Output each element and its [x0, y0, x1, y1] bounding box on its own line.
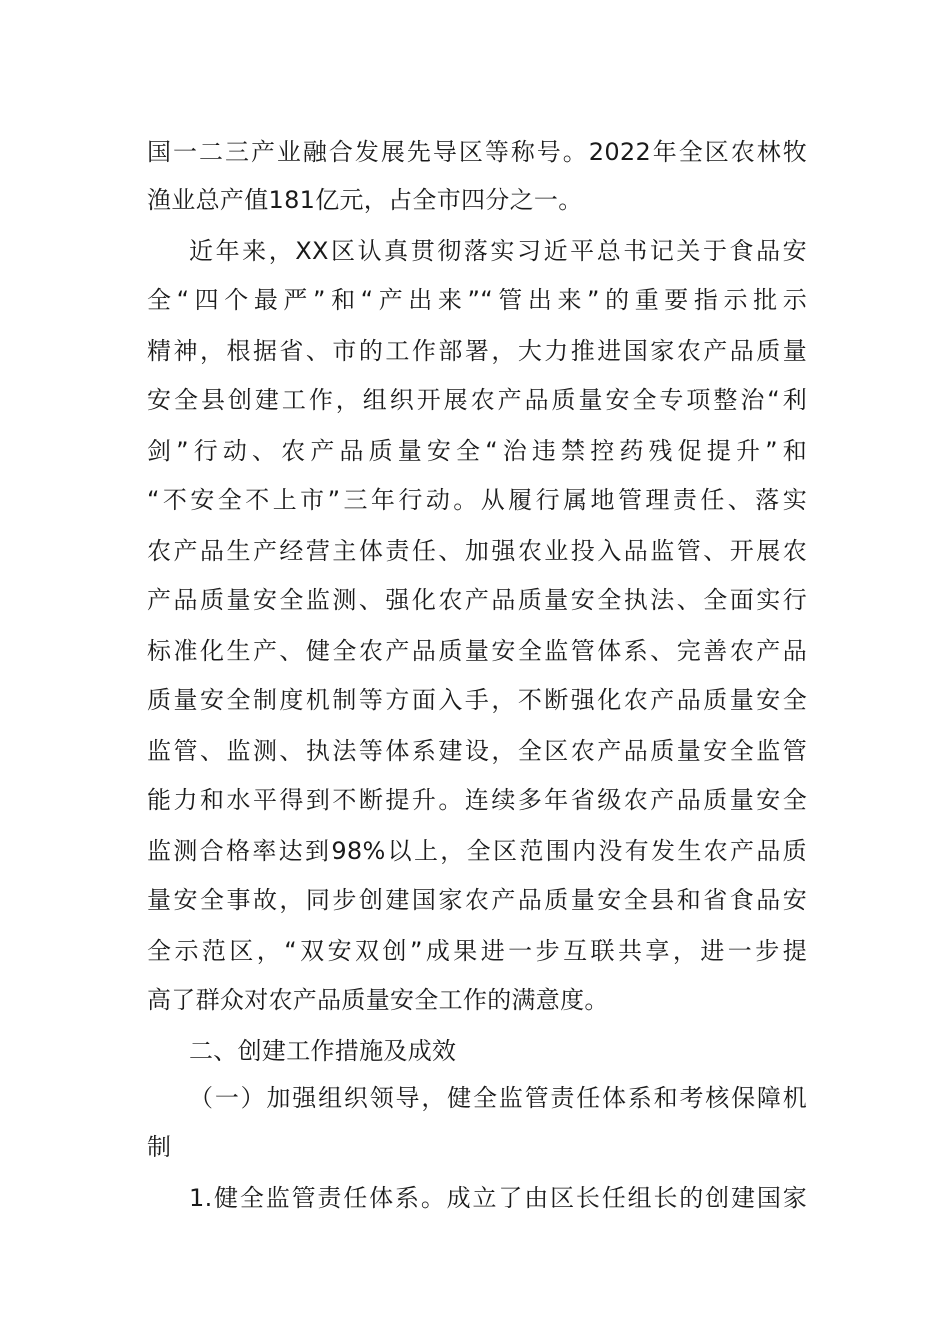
paragraph-line: 监测合格率达到98%以上，全区范围内没有发生农产品质: [147, 837, 807, 865]
paragraph-line: 剑”行动、农产品质量安全“治违禁控药残促提升”和: [147, 437, 807, 465]
paragraph-line: 1.健全监管责任体系。成立了由区长任组长的创建国家: [189, 1184, 807, 1212]
paragraph-line: 安全县创建工作，组织开展农产品质量安全专项整治“利: [147, 386, 807, 414]
paragraph-line: 精神，根据省、市的工作部署，大力推进国家农产品质量: [147, 337, 807, 365]
paragraph-line: 全示范区，“双安双创”成果进一步互联共享，进一步提: [147, 937, 807, 965]
paragraph-line: 产品质量安全监测、强化农产品质量安全执法、全面实行: [147, 586, 807, 614]
paragraph-line: 国一二三产业融合发展先导区等称号。2022年全区农林牧: [147, 138, 807, 166]
paragraph-line: 量安全事故，同步创建国家农产品质量安全县和省食品安: [147, 886, 807, 914]
paragraph-line: 近年来，XX区认真贯彻落实习近平总书记关于食品安: [189, 237, 807, 265]
paragraph-line: 全“四个最严”和“产出来”“管出来”的重要指示批示: [147, 286, 807, 314]
subsection-heading: 制: [147, 1133, 172, 1161]
paragraph-line: 渔业总产值181亿元，占全市四分之一。: [147, 186, 583, 214]
paragraph-line: 监管、监测、执法等体系建设，全区农产品质量安全监管: [147, 737, 807, 765]
subsection-heading: （一）加强组织领导，健全监管责任体系和考核保障机: [189, 1084, 807, 1112]
paragraph-line: 质量安全制度机制等方面入手，不断强化农产品质量安全: [147, 686, 807, 714]
paragraph-line: 农产品生产经营主体责任、加强农业投入品监管、开展农: [147, 537, 807, 565]
section-heading: 二、创建工作措施及成效: [189, 1037, 457, 1065]
paragraph-line: 能力和水平得到不断提升。连续多年省级农产品质量安全: [147, 786, 807, 814]
paragraph-line: 高了群众对农产品质量安全工作的满意度。: [147, 986, 609, 1014]
paragraph-line: “不安全不上市”三年行动。从履行属地管理责任、落实: [147, 486, 807, 514]
paragraph-line: 标准化生产、健全农产品质量安全监管体系、完善农产品: [147, 637, 807, 665]
